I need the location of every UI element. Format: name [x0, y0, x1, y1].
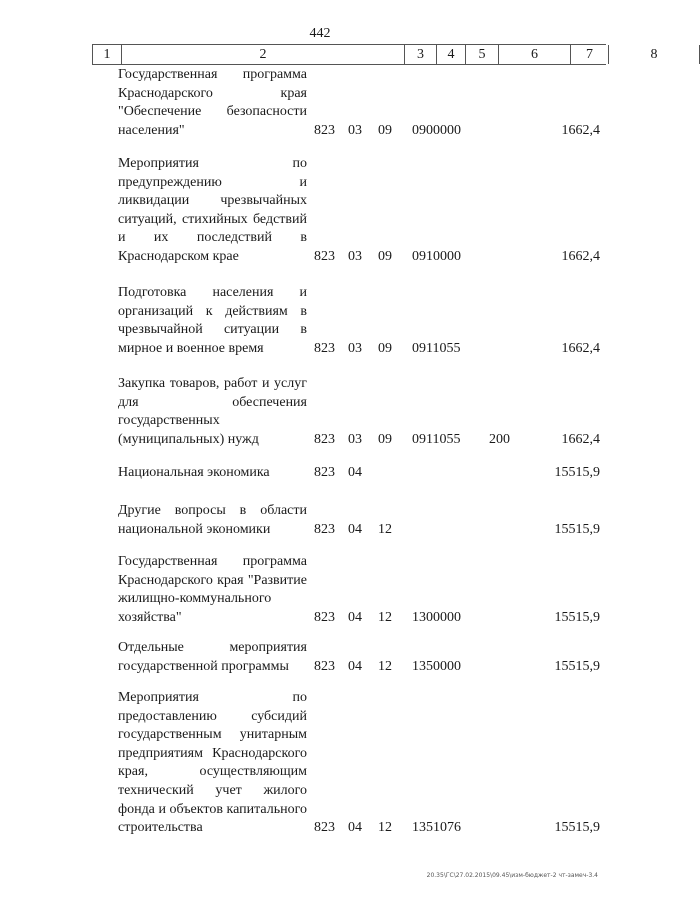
row-col-3: 823 [314, 465, 335, 480]
row-col-3: 823 [314, 431, 335, 447]
header-col-3: 3 [404, 45, 436, 64]
row-col-8: 15515,9 [554, 465, 600, 480]
row-name: Государственная программа Краснодарского края "Обеспечение безопасности населения" [118, 67, 307, 138]
row-col-3: 823 [314, 609, 335, 625]
row-col-8: 1662,4 [561, 340, 600, 356]
row-name: Отдельные мероприятия государственной программы [118, 640, 307, 674]
row-name: Государственная программа Краснодарского края "Развитие жилищно-коммунального хозяйства" [118, 554, 307, 625]
row-col-3: 823 [314, 249, 335, 264]
row-col-4: 04 [348, 609, 362, 625]
row-col-5: 09 [378, 249, 392, 264]
row-col-3: 823 [314, 122, 335, 138]
row-name: Мероприятия по предупреждению и ликвидации чрезвычайных ситуаций, стихийных бедствий и их последствий в Краснодарском крае [118, 156, 307, 264]
row-col-8: 15515,9 [554, 521, 600, 537]
header-col-7: 7 [570, 45, 608, 64]
row-col-6: 1350000 [412, 658, 461, 674]
row-col-4: 03 [348, 249, 362, 264]
row-col-8: 15515,9 [554, 820, 600, 836]
row-col-6: 0911055 [412, 340, 461, 356]
row-col-5: 09 [378, 340, 392, 356]
page-number: 442 [309, 26, 331, 41]
row-col-6: 0910000 [412, 249, 461, 264]
row-name: Мероприятия по предоставлению субсидий государственным унитарным предприятиям Краснодарского края, осуществляющим технический учет жилого фонда и объектов капитального строительства [118, 690, 307, 836]
row-col-8: 15515,9 [554, 609, 600, 625]
row-col-5: 12 [378, 609, 392, 625]
row-col-6: 0900000 [412, 122, 461, 138]
row-col-6: 0911055 [412, 431, 461, 447]
row-col-4: 04 [348, 465, 362, 480]
header-col-8: 8 [608, 45, 700, 64]
row-col-3: 823 [314, 340, 335, 356]
row-col-5: 09 [378, 431, 392, 447]
row-name: Национальная экономика [118, 465, 270, 480]
row-col-8: 1662,4 [561, 431, 600, 447]
row-col-7: 200 [489, 431, 510, 447]
row-col-8: 15515,9 [554, 658, 600, 674]
header-col-4: 4 [436, 45, 465, 64]
row-col-4: 03 [348, 431, 362, 447]
row-col-4: 04 [348, 521, 362, 537]
row-col-3: 823 [314, 820, 335, 836]
row-col-5: 12 [378, 658, 392, 674]
row-col-4: 03 [348, 340, 362, 356]
header-col-1: 1 [92, 45, 121, 64]
header-col-5: 5 [465, 45, 498, 64]
row-col-4: 03 [348, 122, 362, 138]
row-col-6: 1351076 [412, 820, 461, 836]
row-col-4: 04 [348, 820, 362, 836]
header-col-6: 6 [498, 45, 570, 64]
row-name: Подготовка населения и организаций к действиям в чрезвычайной ситуации в мирное и военное время [118, 285, 307, 356]
table-header-row [92, 44, 658, 65]
row-col-6: 1300000 [412, 609, 461, 625]
header-col-2: 2 [121, 45, 404, 64]
row-name: Закупка товаров, работ и услуг для обеспечения государственных (муниципальных) нужд [118, 376, 307, 447]
row-col-8: 1662,4 [561, 122, 600, 138]
row-name: Другие вопросы в области национальной экономики [118, 503, 307, 537]
row-col-3: 823 [314, 521, 335, 537]
row-col-5: 09 [378, 122, 392, 138]
row-col-8: 1662,4 [561, 249, 600, 264]
row-col-4: 04 [348, 658, 362, 674]
row-col-3: 823 [314, 658, 335, 674]
row-col-5: 12 [378, 521, 392, 537]
row-col-5: 12 [378, 820, 392, 836]
footer-file-path: 20.35\ГС\27.02.2015\09.45\изм-бюджет-2 чт-замеч-3.4 [426, 872, 598, 879]
